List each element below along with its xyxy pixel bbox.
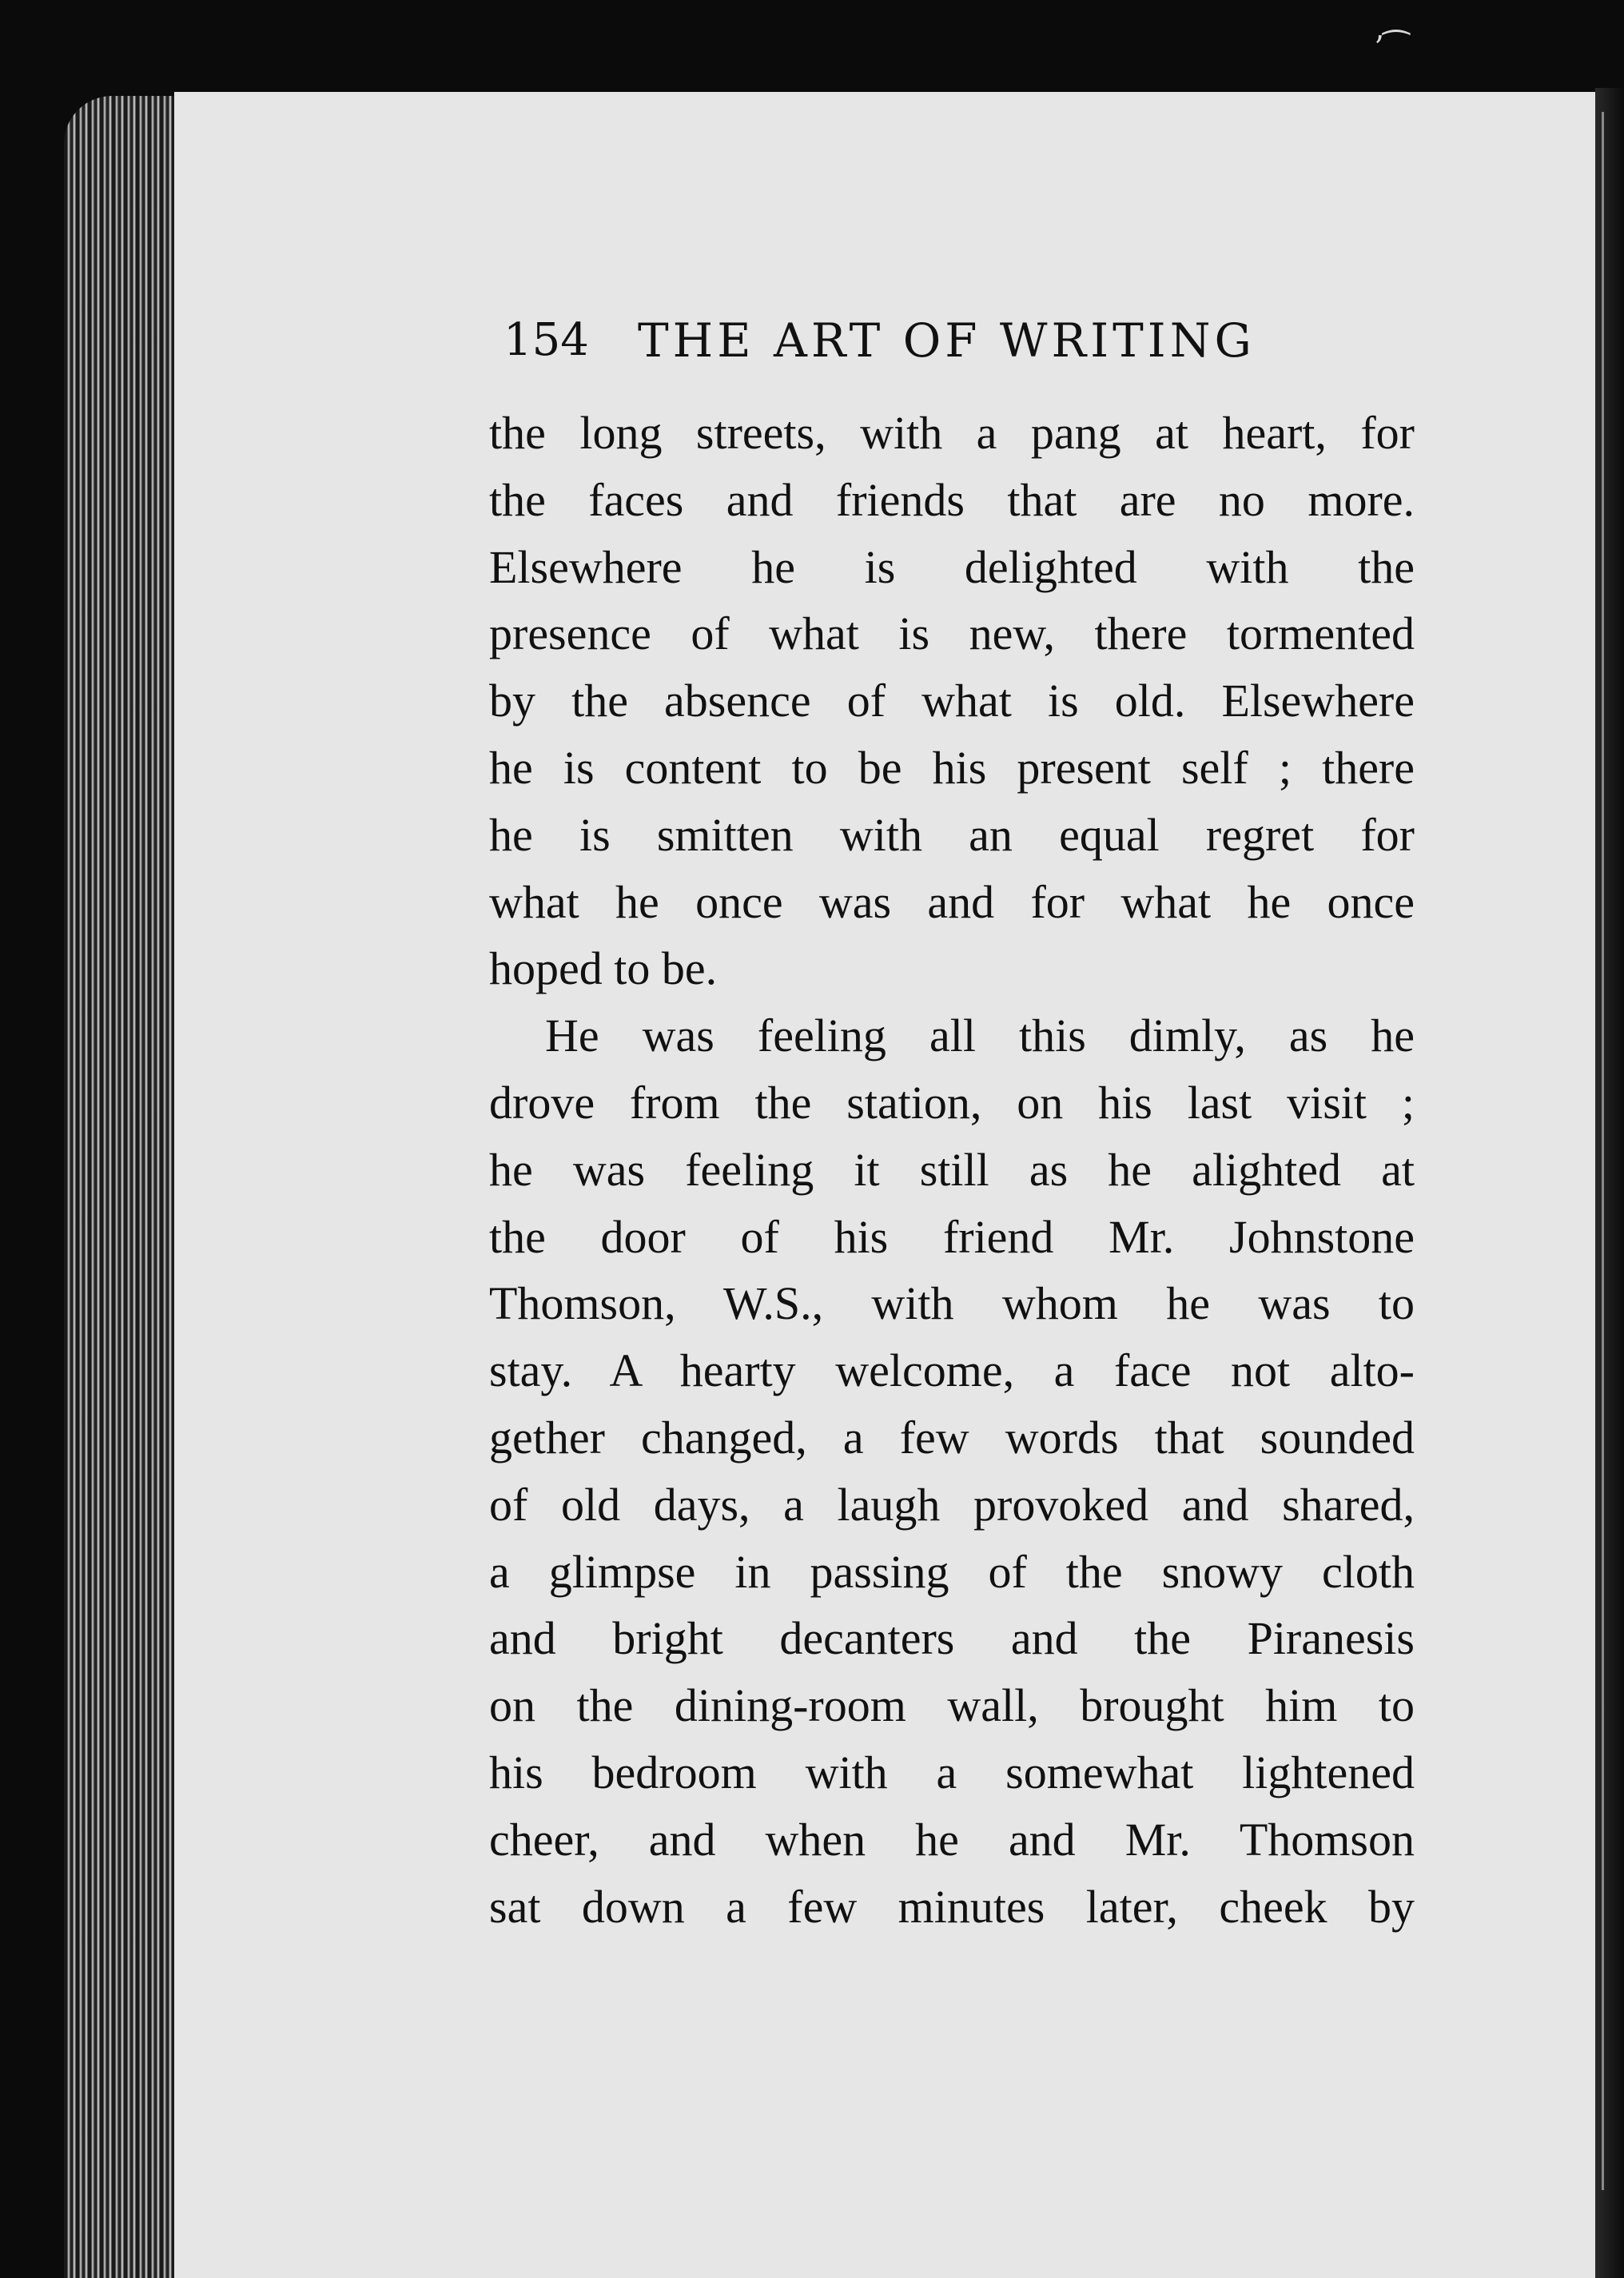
text-line: Elsewhere he is delighted with the bbox=[489, 540, 1415, 593]
page-number: 154 bbox=[504, 314, 589, 366]
text-line: he is content to be his present self ; there bbox=[489, 741, 1415, 794]
corner-mark: ʼ⁀ bbox=[1373, 30, 1409, 67]
text-line: He was feeling all this dimly, as he bbox=[545, 1010, 1415, 1062]
text-line: sat down a few minutes later, cheek by bbox=[489, 1880, 1415, 1933]
text-line: cheer, and when he and Mr. Thomson bbox=[489, 1813, 1415, 1866]
text-line: the door of his friend Mr. Johnstone bbox=[489, 1210, 1415, 1263]
right-page-edge bbox=[1595, 88, 1624, 2278]
text-line: the long streets, with a pang at heart, for bbox=[489, 407, 1415, 459]
text-line: on the dining-room wall, brought him to bbox=[489, 1679, 1415, 1732]
text-line: he is smitten with an equal regret for bbox=[489, 808, 1415, 861]
book-spine-edge bbox=[64, 96, 176, 2278]
right-edge-line bbox=[1602, 112, 1604, 2190]
text-line: of old days, a laugh provoked and shared, bbox=[489, 1478, 1415, 1531]
running-title: THE ART OF WRITING bbox=[638, 313, 1256, 368]
text-line: hoped to be. bbox=[489, 942, 718, 995]
text-line: stay. A hearty welcome, a face not alto- bbox=[489, 1344, 1415, 1397]
text-line: what he once was and for what he once bbox=[489, 875, 1415, 928]
text-line: by the absence of what is old. Elsewhere bbox=[489, 675, 1415, 727]
text-line: the faces and friends that are no more. bbox=[489, 473, 1415, 526]
text-line: Thomson, W.S., with whom he was to bbox=[489, 1277, 1415, 1330]
text-line: he was feeling it still as he alighted at bbox=[489, 1143, 1415, 1196]
text-line: presence of what is new, there tormented bbox=[489, 607, 1415, 660]
text-line: a glimpse in passing of the snowy cloth bbox=[489, 1545, 1415, 1598]
text-line: his bedroom with a somewhat lightened bbox=[489, 1746, 1415, 1798]
text-line: gether changed, a few words that sounded bbox=[489, 1411, 1415, 1464]
body-text bbox=[489, 400, 1415, 1940]
running-header bbox=[504, 302, 1415, 366]
text-line: and bright decanters and the Piranesis bbox=[489, 1612, 1415, 1665]
text-line: drove from the station, on his last visit ; bbox=[489, 1076, 1415, 1129]
